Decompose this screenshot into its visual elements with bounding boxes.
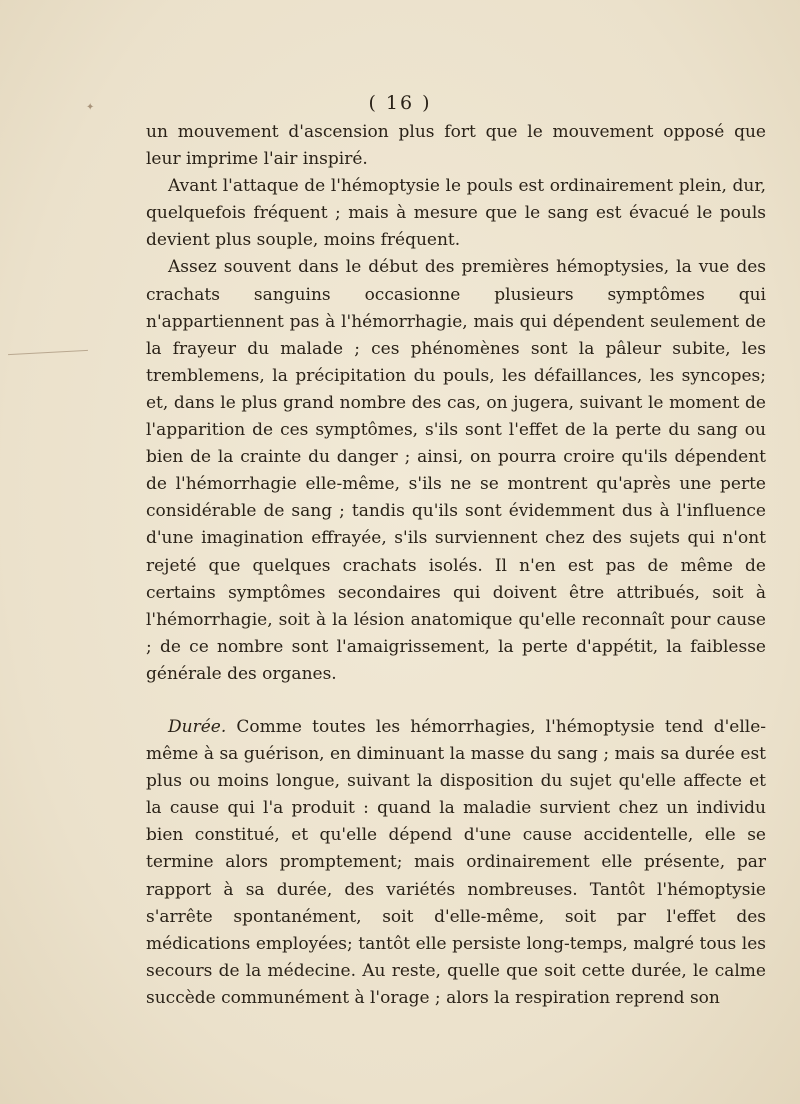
paragraph: Avant l'attaque de l'hémoptysie le pouls est ordinairement plein, dur, quelquefois fréquent ; mais à mesure que le sang est évacué le pouls devient plus souple, moins fréquent. — [146, 176, 766, 251]
margin-mark: ✦ — [86, 102, 95, 113]
margin-stain — [8, 350, 88, 355]
page-number: ( 16 ) — [368, 92, 432, 114]
body-text — [146, 119, 766, 1012]
paragraph: Assez souvent dans le début des premières hémoptysies, la vue des crachats sanguins occasionne plusieurs symptômes qui n'appartiennent pas à l'hémorrhagie, mais qui dépendent seulement de la frayeur du malade ; ces phénomènes sont la pâleur subite, les tremblemens, la précipitation du pouls, les défaillances, les syncopes; et, dans le plus grand nombre des cas, on jugera, suivant le moment de l'apparition de ces symptômes, s'ils sont l'effet de la perte du sang ou bien de la crainte du danger ; ainsi, on pourra croire qu'ils dépendent de l'hémorrhagie elle-même, s'ils ne se montrent qu'après une perte considérable de sang ; tandis qu'ils sont évidemment dus à l'influence d'une imagination effrayée, s'ils surviennent chez des sujets qui n'ont rejeté que quelques crachats isolés. Il n'en est pas de même de certains symptômes secondaires qui doivent être attribués, soit à l'hémorrhagie, soit à la lésion anatomique qu'elle reconnaît pour cause ; de ce nombre sont l'amaigrissement, la perte d'appétit, la faiblesse générale des organes. — [146, 257, 766, 684]
paragraph: un mouvement d'ascension plus fort que le mouvement opposé que leur imprime l'air inspiré. — [146, 122, 766, 170]
section-lead: Durée. — [168, 716, 227, 737]
paragraph-duree — [146, 714, 766, 1012]
paragraph-text: Comme toutes les hémorrhagies, l'hémoptysie tend d'elle-même à sa guérison, en diminuant la masse du sang ; mais sa durée est plus ou moins longue, suivant la disposition du sujet qu'elle affecte et la cause qui l'a produit : quand la maladie survient chez un individu bien constitué, et qu'elle dépend d'une cause accidentelle, elle se termine alors promptement; mais ordinairement elle présente, par rapport à sa durée, des variétés nombreuses. Tantôt l'hémoptysie s'arrête spontanément, soit d'elle-même, soit par l'effet des médications employées; tantôt elle persiste long-temps, malgré tous les secours de la médecine. Au reste, quelle que soit cette durée, le calme succède communément à l'orage ; alors la respiration reprend son — [146, 716, 767, 1008]
